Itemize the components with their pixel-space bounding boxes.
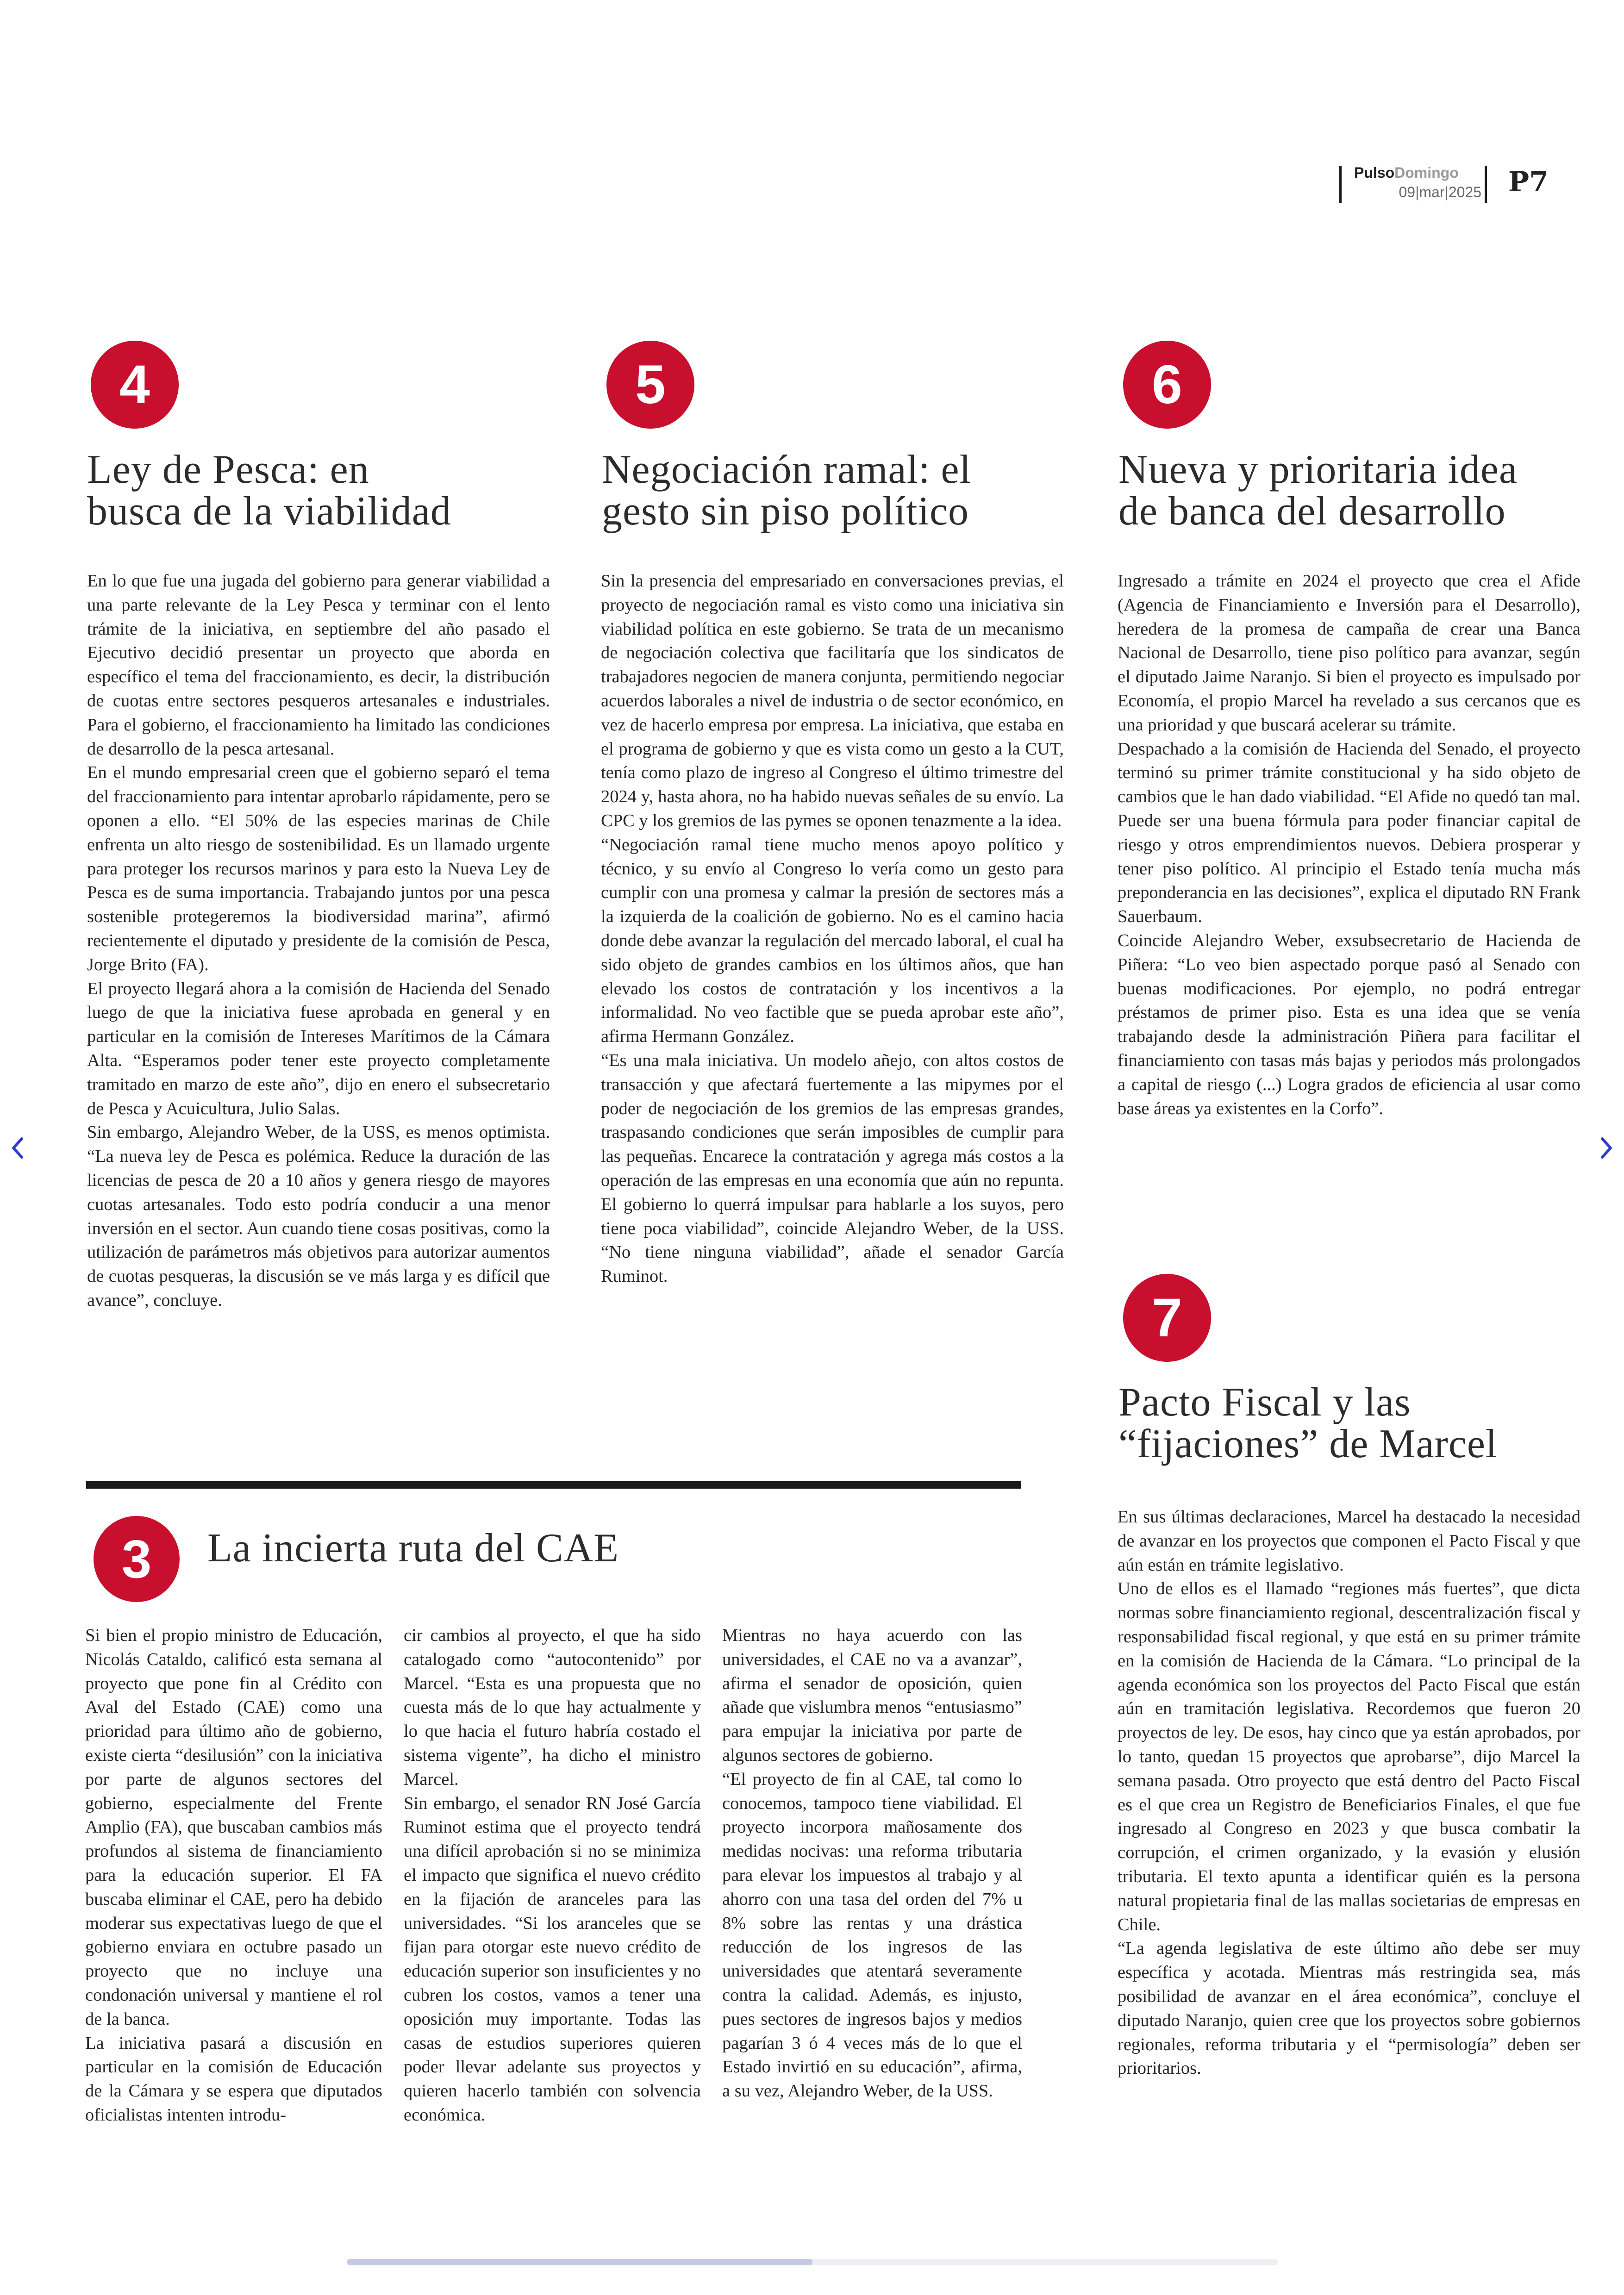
- article-headline: [1118, 1382, 1609, 1465]
- article-number-badge: 4: [91, 341, 179, 429]
- article-body: [1118, 569, 1580, 1199]
- paragraph: “Negociación ramal tiene mucho menos apoyo político y técnico, y su envío al Congreso lo vería como un gesto para cumplir con una promesa y calmar la presión de sectores más a la izquierda de la coalición de gobierno. No es el camino hacia donde debe avanzar la regulación del mercado laboral, el cual ha sido objeto de grandes cambios en los últimos años, que han elevado los costos de contratación y los incentivos a la informalidad. No veo factible que se pueda aprobar este año”, afirma Hermann González.: [601, 835, 1064, 1047]
- paragraph: Sin la presencia del empresariado en conversaciones previas, el proyecto de negociación ramal es visto como una iniciativa sin viabilidad política en este gobierno. Se trata de un mecanismo de negociación colectiva que facilitaría que los sindicatos de trabajadores negocien de manera conjunta, permitiendo negociar acuerdos laborales a nivel de industria o de sector económico, en vez de hacerlo empresa por empresa. La iniciativa, que estaba en el programa de gobierno y que es vista como un gesto a la CUT, tenía como plazo de ingreso al Congreso el último trimestre del 2024 y, hasta ahora, no ha habido nuevas señales de su envío. La CPC y los gremios de las pymes se oponen tenazmente a la idea.: [601, 571, 1064, 830]
- paragraph: Mientras no haya acuerdo con las universidades, el CAE no va a avanzar”, afirma el senador de oposición, quien añade que vislumbra menos “entusiasmo” para empujar la iniciativa por parte de algunos sectores de gobierno.: [722, 1626, 1022, 1765]
- scrollbar-thumb[interactable]: [347, 2259, 812, 2265]
- article-headline: [1118, 449, 1609, 532]
- headline-line: Nueva y prioritaria idea: [1118, 447, 1518, 492]
- paragraph: Sin embargo, el senador RN José García Ruminot estima que el proyecto tendrá una difícil aprobación si no se minimiza el impacto que significa el nuevo crédito en la fijación de aranceles para las universidades. “Si los aranceles que se fijan para otorgar este nuevo crédito de educación superior son insuficientes y no cubren los costos, vamos a tener una oposición muy importante. Todas las casas de estudios superiores quieren poder llevar adelante sus proyectos y quieren hacerlo también con solvencia económica.: [404, 1793, 701, 2125]
- article-number-badge: 3: [94, 1516, 180, 1602]
- article-headline: [87, 449, 573, 532]
- article-column: [85, 1624, 382, 2133]
- horizontal-scrollbar[interactable]: [347, 2259, 1278, 2265]
- paragraph: Coincide Alejandro Weber, exsubsecretario de Hacienda de Piñera: “Lo veo bien aspectado porque pasó al Senado con buenas modificaciones. Por ejemplo, no podrá entregar préstamos de primer piso. Esta es una idea que se venía trabajando desde la administración Piñera para facilitar el financiamiento con tasas más bajas y periodos más prolongados a capital de riesgo (...) Logra grados de eficiencia al usar como base áreas ya existentes en la Corfo”.: [1118, 930, 1580, 1118]
- paragraph: “El proyecto de fin al CAE, tal como lo conocemos, tampoco tiene viabilidad. El proyecto incorpora mañosamente dos medidas nocivas: una reforma tributaria para elevar los impuestos al trabajo y al ahorro con una tasa del orden del 7% u 8% sobre las rentas y una drástica reducción de los ingresos de las universidades que atentará severamente contra la calidad. Además, es injusto, pues sectores de ingresos bajos y medios pagarían 3 ó 4 veces más de lo que el Estado invirtió en su educación”, afirma, a su vez, Alejandro Weber, de la USS.: [722, 1769, 1022, 2101]
- publication-name: [1354, 164, 1459, 181]
- issue-date: 09|mar|2025: [1399, 184, 1481, 200]
- headline-line: de banca del desarrollo: [1118, 489, 1506, 534]
- headline-line: Ley de Pesca: en: [87, 447, 369, 492]
- article-column: [404, 1624, 701, 2133]
- paragraph: Ingresado a trámite en 2024 el proyecto que crea el Afide (Agencia de Financiamiento e Inversión para el Desarrollo), heredera de la promesa de campaña de crear una Banca Nacional de Desarrollo, tiene piso político para avanzar, según el diputado Jaime Naranjo. Si bien el proyecto es impulsado por Economía, el propio Marcel ha revelado a sus cercanos que es una prioridad y que buscará acelerar su trámite.: [1118, 571, 1580, 735]
- paragraph: En lo que fue una jugada del gobierno para generar viabilidad a una parte relevante de la Ley Pesca y terminar con el lento trámite de la iniciativa, en septiembre del año pasado el Ejecutivo decidió presentar un proyecto que aborda en específico el tema del fraccionamiento, es decir, la distribución de cuotas entre sectores pesqueros artesanales e industriales. Para el gobierno, el fraccionamiento ha limitado las condiciones de desarrollo de la pesca artesanal.: [87, 571, 550, 759]
- article-number-badge: 7: [1123, 1274, 1211, 1362]
- article-headline: La incierta ruta del CAE: [207, 1526, 619, 1571]
- paragraph: En sus últimas declaraciones, Marcel ha destacado la necesidad de avanzar en los proyectos que componen el Pacto Fiscal y que aún están en trámite legislativo.: [1118, 1507, 1580, 1575]
- headline-line: Pacto Fiscal y las: [1118, 1380, 1411, 1425]
- brand-name-light: Domingo: [1394, 164, 1459, 181]
- headline-line: “fijaciones” de Marcel: [1118, 1422, 1498, 1466]
- next-page-button[interactable]: [1590, 1125, 1622, 1171]
- article-body: [87, 569, 550, 1416]
- paragraph: cir cambios al proyecto, el que ha sido catalogado como “autocontenido” por Marcel. “Esta es una propuesta que no cuesta más de lo que hay actualmente y lo que hacia el futuro habría costado el sistema vigente”, ha dicho el ministro Marcel.: [404, 1626, 701, 1789]
- paragraph: “La agenda legislativa de este último año debe ser muy específica y acotada. Mientras más restringida sea, más posibilidad de avanzar en el área económica”, concluye el diputado Naranjo, quien cree que los proyectos sobre gobiernos regionales, reforma tributaria y el “permisología” deben ser prioritarios.: [1118, 1939, 1580, 2078]
- article-column: [722, 1624, 1022, 2133]
- paragraph: Si bien el propio ministro de Educación, Nicolás Cataldo, calificó esta semana al proyecto que pone fin al Crédito con Aval del Estado (CAE) como una prioridad para último año de gobierno, existe cierta “desilusión” con la iniciativa por parte de algunos sectores del gobierno, especialmente del Frente Amplio (FA), que buscaban cambios más profundos al sistema de financiamiento para la educación superior. El FA buscaba eliminar el CAE, pero ha debido moderar sus expectativas luego de que el gobierno enviara en octubre pasado un proyecto que no incluye una condonación universal y mantiene el rol de la banca.: [85, 1626, 382, 2029]
- headline-line: Negociación ramal: el: [602, 447, 971, 492]
- article-body: [601, 569, 1064, 1416]
- masthead-right-rule: [1485, 166, 1487, 203]
- section-divider: [86, 1481, 1021, 1489]
- article-number-badge: 5: [606, 341, 694, 429]
- paragraph: La iniciativa pasará a discusión en particular en la comisión de Educación de la Cámara y se espera que diputados oficialistas intenten introdu-: [85, 2033, 382, 2125]
- headline-line: gesto sin piso político: [602, 489, 969, 534]
- paragraph: En el mundo empresarial creen que el gobierno separó el tema del fraccionamiento para intentar aprobarlo rápidamente, pero se oponen a ello. “El 50% de las especies marinas de Chile enfrenta un alto riesgo de sostenibilidad. Es un llamado urgente para proteger los recursos marinos y para esto la Nueva Ley de Pesca es de suma importancia. Trabajando juntos por una pesca sostenible protegeremos la biodiversidad marina”, afirmó recientemente el diputado y presidente de la comisión de Pesca, Jorge Brito (FA).: [87, 763, 550, 974]
- chevron-right-icon: [1597, 1134, 1615, 1162]
- paragraph: “Es una mala iniciativa. Un modelo añejo, con altos costos de transacción y que afectará fuertemente a las mipymes por el poder de negociación de los gremios de las empresas grandes, traspasando condiciones que serán imposibles de cumplir para las pequeñas. Encarece la contratación y agrega más costos a la operación de las empresas en una economía que aún no repunta. El gobierno lo querrá impulsar para hablarle a los suyos, pero tiene poca viabilidad”, coincide Alejandro Weber, de la USS. “No tiene ninguna viabilidad”, añade el senador García Ruminot.: [601, 1050, 1064, 1286]
- brand-name-bold: Pulso: [1354, 164, 1395, 181]
- previous-page-button[interactable]: [2, 1125, 34, 1171]
- paragraph: El proyecto llegará ahora a la comisión de Hacienda del Senado luego de que la iniciativa fuese aprobada en general y en particular en la comisión de Intereses Marítimos de la Cámara Alta. “Esperamos poder tener este proyecto completamente tramitado en marzo de este año”, dijo en enero el subsecretario de Pesca y Acuicultura, Julio Salas.: [87, 979, 550, 1118]
- headline-line: busca de la viabilidad: [87, 489, 451, 534]
- article-body: [1118, 1505, 1580, 2144]
- chevron-left-icon: [9, 1134, 27, 1162]
- article-headline: [602, 449, 1111, 532]
- paragraph: Despachado a la comisión de Hacienda del Senado, el proyecto terminó su primer trámite constitucional y ha sido objeto de cambios que le han dado viabilidad. “El Afide no quedó tan mal. Puede ser una buena fórmula para poder financiar capital de riesgo y otros emprendimientos nuevos. Debiera prosperar y tener piso político. Al principio el Estado tenía mucha más preponderancia en las decisiones”, explica el diputado RN Frank Sauerbaum.: [1118, 739, 1580, 927]
- masthead-left-rule: [1339, 166, 1342, 203]
- paragraph: Sin embargo, Alejandro Weber, de la USS, es menos optimista. “La nueva ley de Pesca es polémica. Reduce la duración de las licencias de pesca de 20 a 10 años y genera riesgo de mayores cuotas artesanales. Todo esto podría conducir a una menor inversión en el sector. Aun cuando tiene cosas positivas, como la utilización de parámetros más objetivos para autorizar aumentos de cuotas pesqueras, la discusión se ve más larga y es difícil que avance”, concluye.: [87, 1123, 550, 1310]
- paragraph: Uno de ellos es el llamado “regiones más fuertes”, que dicta normas sobre financiamiento regional, descentralización fiscal y responsabilidad fiscal regional, y que está en su primer trámite en la comisión de Hacienda de la Cámara. “Lo principal de la agenda económica son los proyectos del Pacto Fiscal que están aún en tramitación legislativa. Recordemos que fueron 20 proyectos de ley. De esos, hay cinco que ya están aprobados, por lo tanto, quedan 15 proyectos que aprobarse”, dijo Marcel la semana pasada. Otro proyecto que está dentro del Pacto Fiscal es el que crea un Registro de Beneficiarios Finales, el que fue ingresado al Congreso en 2023 y que busca combatir la corrupción, el crimen organizado, y la evasión y elusión tributaria. El texto apunta a identificar quién es la persona natural propietaria final de las mallas societarias de empresas en Chile.: [1118, 1579, 1580, 1934]
- page-number: P7: [1508, 166, 1549, 198]
- article-number-badge: 6: [1123, 341, 1211, 429]
